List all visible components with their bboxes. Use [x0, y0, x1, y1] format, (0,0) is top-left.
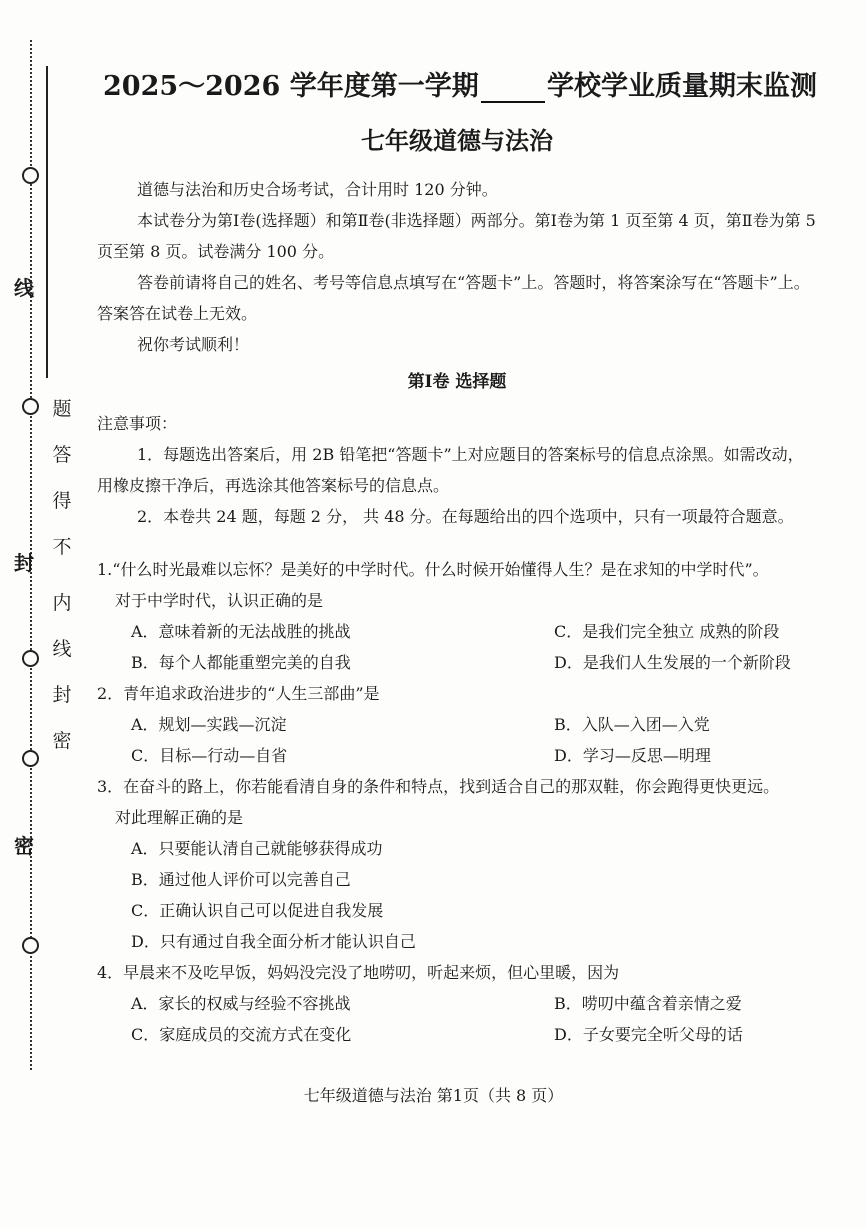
question-1	[97, 554, 817, 678]
option[interactable]: D．只有通过自我全面分析才能认识自己	[131, 932, 416, 951]
question-stem: 2．青年追求政治进步的“人生三部曲”是	[97, 684, 380, 703]
option[interactable]: D．是我们人生发展的一个新阶段	[554, 653, 791, 672]
question-stem: 4．早晨来不及吃早饭，妈妈没完没了地唠叨，听起来烦，但心里暖，因为	[97, 963, 620, 982]
binding-solid-line	[46, 66, 48, 378]
question-3	[97, 771, 817, 957]
intro-line: 本试卷分为第Ⅰ卷(选择题）和第Ⅱ卷(非选择题）两部分。第Ⅰ卷为第 1 页至第 4 页，第Ⅱ卷为第 5 页至第 8 页。试卷满分 100 分。	[97, 211, 816, 261]
binding-hole	[22, 937, 39, 954]
binding-char-seal: 封	[14, 551, 34, 575]
binding-char-secret: 密	[14, 834, 34, 858]
option[interactable]: D．子女要完全听父母的话	[554, 1025, 743, 1044]
question-options	[97, 616, 817, 678]
option[interactable]: A．意味着新的无法战胜的挑战	[131, 622, 351, 641]
exam-title	[103, 64, 817, 103]
question-stem: 1.“什么时光最难以忘怀？是美好的中学时代。什么时候开始懂得人生？是在求知的中学时代”。	[97, 560, 769, 579]
option[interactable]: A．只要能认清自己就能够获得成功	[131, 839, 383, 858]
section-title: 第Ⅰ卷 选择题	[407, 372, 507, 392]
option[interactable]: D．学习—反思—明理	[554, 746, 711, 765]
option[interactable]: B．唠叨中蕴含着亲情之爱	[554, 994, 742, 1013]
subject-title: 七年级道德与法治	[361, 126, 553, 155]
notes-item: 1．每题选出答案后，用 2B 铅笔把“答题卡”上对应题目的答案标号的信息点涂黑。如需改动，用橡皮擦干净后，再选涂其他答案标号的信息点。	[97, 445, 804, 495]
intro-line: 答卷前请将自己的姓名、考号等信息点填写在“答题卡”上。答题时，将答案涂写在“答题卡”上。答案答在试卷上无效。	[97, 273, 810, 323]
question-stem-cont: 对此理解正确的是	[115, 808, 244, 827]
title-right: 学校学业质量期末监测	[547, 71, 817, 102]
binding-hole	[22, 398, 39, 415]
question-options	[97, 833, 817, 957]
option[interactable]: B．入队—入团—入党	[554, 715, 710, 734]
binding-hole	[22, 167, 39, 184]
question-options	[97, 709, 817, 771]
question-stem-cont: 对于中学时代，认识正确的是	[115, 591, 324, 610]
school-blank	[481, 75, 545, 103]
option[interactable]: A．规划—实践—沉淀	[131, 715, 287, 734]
intro-line: 祝你考试顺利！	[137, 335, 250, 354]
option[interactable]: C．目标—行动—自省	[131, 746, 288, 765]
question-2	[97, 678, 817, 771]
option[interactable]: B．通过他人评价可以完善自己	[131, 870, 351, 889]
option[interactable]: C．家庭成员的交流方式在变化	[131, 1025, 352, 1044]
binding-hole	[22, 750, 39, 767]
title-left: 2025～2026 学年度第一学期	[103, 71, 479, 102]
notes-heading: 注意事项：	[97, 414, 178, 433]
option[interactable]: A．家长的权威与经验不容挑战	[131, 994, 351, 1013]
option[interactable]: C．正确认识自己可以促进自我发展	[131, 901, 384, 920]
notes-item: 2．本卷共 24 题，每题 2 分， 共 48 分。在每题给出的四个选项中，只有一项最符合题意。	[137, 507, 794, 526]
binding-hole	[22, 650, 39, 667]
intro-block	[97, 174, 817, 360]
page-footer: 七年级道德与法治 第1页（共 8 页）	[303, 1086, 564, 1105]
binding-char-line: 线	[14, 276, 34, 300]
binding-notice-vertical: 题 答 得 不 内 线 封 密	[52, 398, 72, 752]
exam-page	[97, 64, 817, 1050]
notes-block	[97, 408, 817, 532]
question-options	[97, 988, 817, 1050]
question-4	[97, 957, 817, 1050]
intro-line: 道德与法治和历史合场考试，合计用时 120 分钟。	[137, 180, 498, 199]
question-stem: 3．在奋斗的路上，你若能看清自身的条件和特点，找到适合自己的那双鞋，你会跑得更快更远。	[97, 777, 780, 796]
option[interactable]: C．是我们完全独立 成熟的阶段	[554, 622, 780, 641]
option[interactable]: B．每个人都能重塑完美的自我	[131, 653, 351, 672]
